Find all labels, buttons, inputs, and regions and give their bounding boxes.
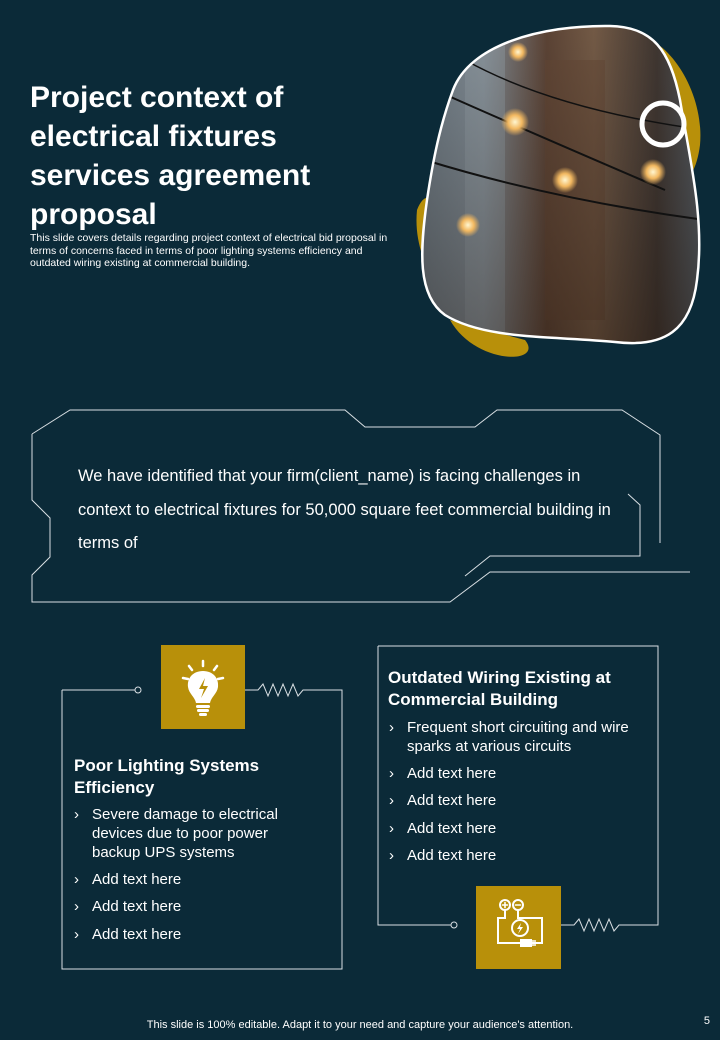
card-title-outdated-wiring: Outdated Wiring Existing at Commercial Building: [388, 668, 611, 709]
light-bulb-icon: [161, 645, 245, 729]
footer-note: This slide is 100% editable. Adapt it to your need and capture your audience's attention.: [146, 1019, 574, 1031]
bullet-item: › Add text here: [74, 870, 314, 889]
bullet-item: › Add text here: [389, 791, 654, 810]
page-title: Project context of electrical fixtures services agreement proposal: [30, 81, 311, 231]
page-subtitle: This slide covers details regarding project context of electrical bid proposal in terms of concerns faced in terms of poor lighting systems efficiency and outdated wiring existing at commercial building.: [30, 232, 388, 269]
bullet-item: › Add text here: [389, 819, 654, 838]
bullet-item: › Severe damage to electrical devices due to poor power backup UPS systems: [74, 805, 314, 862]
bullet-item: › Add text here: [74, 925, 314, 944]
hero-photo: [405, 20, 720, 365]
intro-text: We have identified that your firm(client_name) is facing challenges in context to electrical fixtures for 50,000 square feet commercial building in terms of: [78, 467, 611, 552]
card-title-poor-lighting: Poor Lighting Systems Efficiency: [74, 756, 260, 797]
bullet-item: › Frequent short circuiting and wire sparks at various circuits: [389, 718, 654, 756]
bullet-item: › Add text here: [389, 764, 654, 783]
circuit-icon: [476, 886, 561, 969]
circuit-icon-box: [476, 886, 561, 969]
card-bullets-outdated-wiring: [389, 718, 654, 873]
page-number: 5: [703, 1015, 710, 1027]
bullet-item: › Add text here: [74, 897, 314, 916]
bulb-icon-box: [161, 645, 245, 729]
card-bullets-poor-lighting: [74, 805, 314, 952]
bullet-item: › Add text here: [389, 846, 654, 865]
